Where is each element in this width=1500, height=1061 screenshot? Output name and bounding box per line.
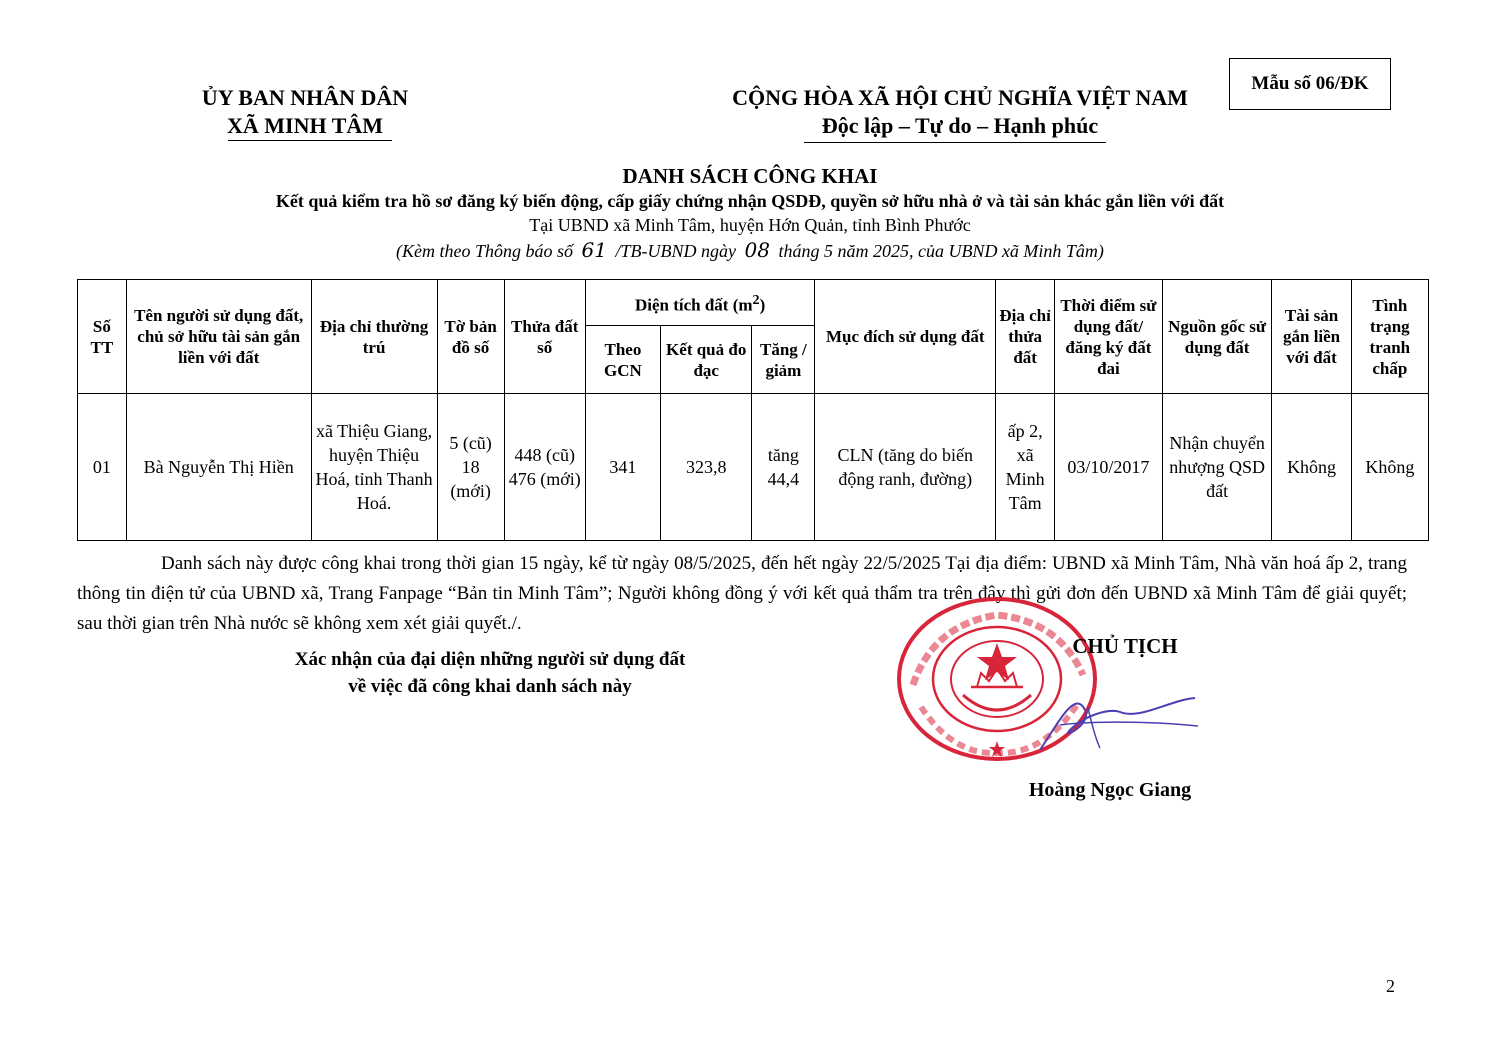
cell-purpose: CLN (tăng do biến động ranh, đường): [815, 394, 996, 541]
document-location: Tại UBND xã Minh Tâm, huyện Hớn Quản, tỉnh Bình Phước: [529, 215, 971, 235]
header-area-sup: 2: [752, 291, 760, 308]
header-parcel-address: Địa chỉ thửa đất: [996, 280, 1055, 394]
agency-underline: [228, 140, 392, 141]
header-origin: Nguồn gốc sử dụng đất: [1162, 280, 1272, 394]
cell-owner: Bà Nguyễn Thị Hiền: [126, 394, 311, 541]
header-area-group: [585, 280, 815, 326]
document-title-block: [0, 163, 1500, 264]
nation-name: CỘNG HÒA XÃ HỘI CHỦ NGHĨA VIỆT NAM: [732, 85, 1188, 110]
header-parcel: Thửa đất số: [504, 280, 585, 394]
cell-area-survey: 323,8: [661, 394, 752, 541]
header-area-change: Tăng / giảm: [752, 326, 815, 394]
cell-parcel: 448 (cũ) 476 (mới): [504, 394, 585, 541]
confirmation-block: [230, 646, 750, 700]
confirmation-line-2: về việc đã công khai danh sách này: [348, 676, 632, 697]
cell-stt: 01: [78, 394, 127, 541]
reference-prefix: (Kèm theo Thông báo số: [396, 241, 574, 261]
national-heading: [690, 84, 1230, 140]
reference-middle: /TB-UBND ngày: [615, 241, 736, 261]
cell-dispute: Không: [1351, 394, 1428, 541]
header-dispute: Tình trạng tranh chấp: [1351, 280, 1428, 394]
header-address: Địa chỉ thường trú: [311, 280, 437, 394]
header-owner: Tên người sử dụng đất, chủ sở hữu tài sản gắn liền với đất: [126, 280, 311, 394]
signer-name: Hoàng Ngọc Giang: [1028, 779, 1192, 801]
public-list-table: [77, 279, 1429, 541]
cell-area-gcn: 341: [585, 394, 660, 541]
document-subtitle: Kết quả kiểm tra hồ sơ đăng ký biến động, cấp giấy chứng nhận QSDĐ, quyền sở hữu nhà ở và tài sản khác gắn liền với đất: [275, 191, 1225, 211]
handwritten-signature: [1000, 680, 1200, 760]
motto-underline: [804, 142, 1106, 143]
form-code-box: Mẫu số 06/ĐK: [1229, 58, 1391, 110]
cell-area-change: tăng 44,4: [752, 394, 815, 541]
reference-day: 08: [744, 238, 770, 262]
publication-note: Danh sách này được công khai trong thời gian 15 ngày, kể từ ngày 08/5/2025, đến hết ngày 22/5/2025 Tại địa điểm: UBND xã Minh Tâm, Nhà văn hoá ấp 2, trang thông tin điện tử của UBND xã, Trang Fanpage “Bản tin Minh Tâm”; Người không đồng ý với kết quả thẩm tra trên đây thì gửi đơn đến UBND xã Minh Tâm để giải quyết; sau thời gian trên Nhà nước sẽ không xem xét giải quyết./.: [77, 553, 1407, 634]
cell-map-sheet: 5 (cũ) 18 (mới): [437, 394, 504, 541]
cell-address: xã Thiệu Giang, huyện Thiệu Hoá, tỉnh Thanh Hoá.: [311, 394, 437, 541]
header-area-survey: Kết quả đo đạc: [661, 326, 752, 394]
signer-title: CHỦ TỊCH: [1072, 634, 1178, 658]
nation-motto: Độc lập – Tự do – Hạnh phúc: [821, 113, 1099, 138]
cell-assets: Không: [1272, 394, 1351, 541]
header-area-close: ): [759, 295, 766, 315]
header-purpose: Mục đích sử dụng đất: [815, 280, 996, 394]
confirmation-line-1: Xác nhận của đại diện những người sử dụng đất: [294, 649, 686, 670]
page-number: 2: [1386, 976, 1395, 996]
cell-origin: Nhận chuyển nhượng QSD đất: [1162, 394, 1272, 541]
header-assets: Tài sản gắn liền với đất: [1272, 280, 1351, 394]
header-stt: Số TT: [78, 280, 127, 394]
document-reference: [0, 237, 1500, 264]
cell-parcel-address: ấp 2, xã Minh Tâm: [996, 394, 1055, 541]
document-title: DANH SÁCH CÔNG KHAI: [622, 164, 878, 188]
reference-suffix: tháng 5 năm 2025, của UBND xã Minh Tâm): [778, 241, 1104, 261]
header-area-label: Diện tích đất (m: [634, 295, 753, 315]
cell-time: 03/10/2017: [1055, 394, 1163, 541]
issuing-agency: [150, 84, 460, 140]
agency-line-1: ỦY BAN NHÂN DÂN: [201, 85, 409, 110]
header-area-gcn: Theo GCN: [585, 326, 660, 394]
agency-line-2: XÃ MINH TÂM: [226, 113, 384, 138]
header-time: Thời điểm sử dụng đất/đăng ký đất đai: [1055, 280, 1163, 394]
header-map-sheet: Tờ bản đồ số: [437, 280, 504, 394]
table-row: [78, 394, 1429, 541]
reference-number: 61: [581, 238, 607, 262]
